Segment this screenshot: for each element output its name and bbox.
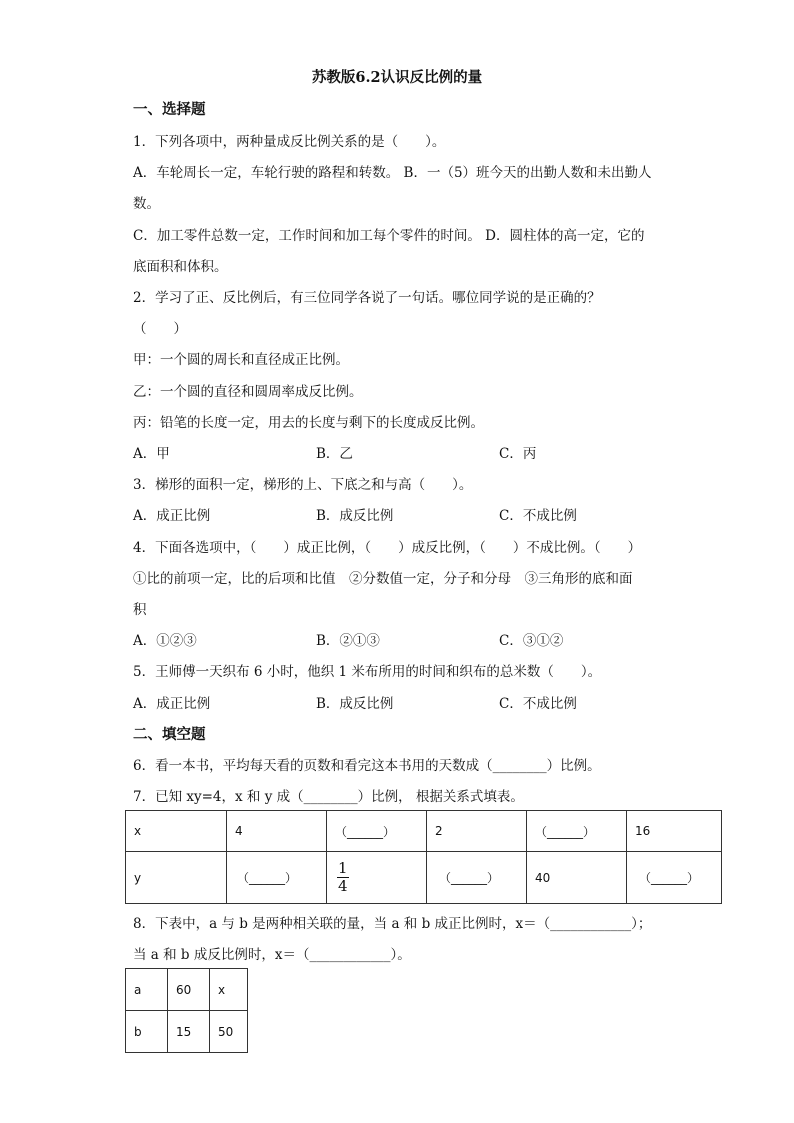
- fraction-numerator: 1: [338, 859, 348, 877]
- q5-option-c: C．不成比例: [499, 696, 577, 712]
- q4-option-c: C．③①②: [499, 633, 564, 649]
- q8-table: [125, 968, 248, 1053]
- table-cell: （______）: [327, 811, 427, 852]
- q1-option-line-c: C．加工零件总数一定，工作时间和加工每个零件的时间。 D．圆柱体的高一定，它的: [133, 228, 645, 244]
- table-cell: a: [126, 969, 168, 1011]
- table-row: [126, 852, 722, 904]
- q2-option-b: B．乙: [316, 446, 353, 462]
- q5-option-b: B．成反比例: [316, 696, 394, 712]
- table-cell: 4: [227, 811, 327, 852]
- table-cell: （______）: [527, 811, 627, 852]
- q6-stem: 6．看一本书，平均每天看的页数和看完这本书用的天数成（________）比例。: [133, 758, 601, 774]
- q3-option-b: B．成反比例: [316, 508, 394, 524]
- table-cell: （______）: [427, 852, 527, 904]
- page-title: 苏教版6.2认识反比例的量: [311, 69, 483, 86]
- table-cell: （______）: [227, 852, 327, 904]
- table-cell: y: [126, 852, 227, 904]
- table-cell: 2: [427, 811, 527, 852]
- q4-option-b: B．②①③: [316, 633, 380, 649]
- q7-table: [125, 810, 722, 904]
- table-cell: 15: [168, 1011, 210, 1053]
- q8-stem-line1: 8．下表中，a 与 b 是两种相关联的量，当 a 和 b 成正比例时，x＝（____________）；: [133, 916, 652, 932]
- table-cell: （______）: [627, 852, 722, 904]
- table-cell: x: [126, 811, 227, 852]
- q4-option-a: A．①②③: [133, 633, 197, 649]
- table-cell: 50: [210, 1011, 248, 1053]
- q2-option-c: C．丙: [499, 446, 537, 462]
- q3-option-c: C．不成比例: [499, 508, 577, 524]
- section-heading-choice: 一、选择题: [133, 101, 206, 118]
- q3-stem: 3．梯形的面积一定，梯形的上、下底之和与高（ ）。: [133, 477, 473, 493]
- q1-option-line-d: 底面积和体积。: [133, 259, 228, 275]
- table-row: [126, 1011, 248, 1053]
- fraction-denominator: 4: [338, 877, 348, 895]
- q2-statement-2: 乙：一个圆的直径和圆周率成反比例。: [133, 384, 363, 400]
- table-row: [126, 811, 722, 852]
- q1-stem: 1．下列各项中，两种量成反比例关系的是（ ）。: [133, 134, 446, 150]
- section-heading-fill: 二、填空题: [133, 726, 206, 743]
- table-cell-fraction: [327, 852, 427, 904]
- q8-stem-line2: 当 a 和 b 成反比例时，x＝（____________）。: [133, 947, 411, 963]
- q2-statement-1: 甲：一个圆的周长和直径成正比例。: [133, 352, 349, 368]
- fraction: [337, 860, 349, 895]
- table-cell: x: [210, 969, 248, 1011]
- q3-option-a: A．成正比例: [133, 508, 211, 524]
- q2-option-a: A．甲: [133, 446, 170, 462]
- q4-stem: 4．下面各选项中，（ ）成正比例，（ ）成反比例，（ ）不成比例。（ ）: [133, 540, 642, 556]
- q1-option-line-a: A．车轮周长一定，车轮行驶的路程和转数。 B．一（5）班今天的出勤人数和未出勤人: [133, 165, 652, 181]
- q5-option-a: A．成正比例: [133, 696, 211, 712]
- table-cell: 16: [627, 811, 722, 852]
- table-cell: 60: [168, 969, 210, 1011]
- table-cell: 40: [527, 852, 627, 904]
- q2-answer-blank: （ ）: [133, 321, 187, 337]
- q2-statement-3: 丙：铅笔的长度一定，用去的长度与剩下的长度成反比例。: [133, 415, 484, 431]
- q5-stem: 5．王师傅一天织布 6 小时，他织 1 米布所用的时间和织布的总米数（ ）。: [133, 664, 602, 680]
- q4-items-line-cont: 积: [133, 602, 147, 618]
- q7-stem: 7．已知 xy=4，x 和 y 成（________）比例， 根据关系式填表。: [133, 789, 524, 805]
- table-row: [126, 969, 248, 1011]
- q4-items-line: ①比的前项一定，比的后项和比值 ②分数值一定，分子和分母 ③三角形的底和面: [133, 571, 633, 587]
- q2-stem: 2．学习了正、反比例后，有三位同学各说了一句话。哪位同学说的是正确的？: [133, 290, 601, 306]
- table-cell: b: [126, 1011, 168, 1053]
- q1-option-line-b: 数。: [133, 196, 160, 212]
